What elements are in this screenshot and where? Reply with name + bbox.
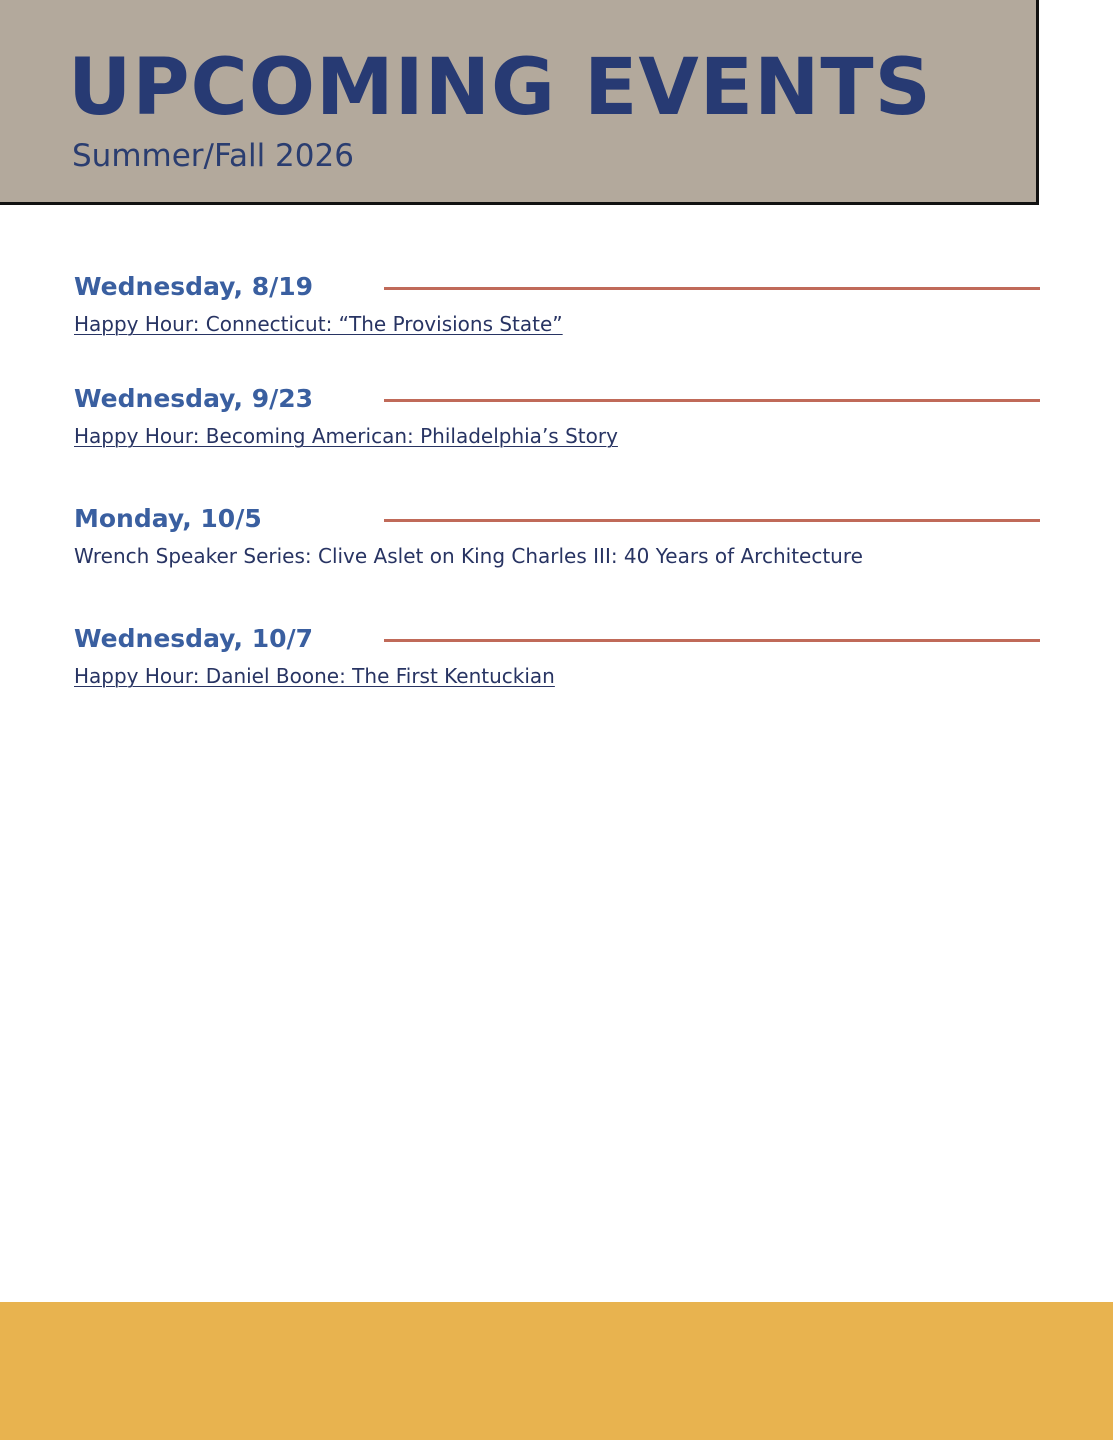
event-divider: [384, 519, 1040, 522]
event-item: [74, 503, 1040, 583]
event-divider: [384, 399, 1040, 402]
page-title: UPCOMING EVENTS: [68, 43, 932, 133]
page-subtitle: Summer/Fall 2026: [72, 138, 354, 174]
event-date: Wednesday, 9/23: [74, 384, 314, 413]
event-date: Wednesday, 10/7: [74, 624, 314, 653]
event-title-link[interactable]: Happy Hour: Becoming American: Philadelphia’s Story: [74, 424, 618, 448]
event-item: [74, 271, 1040, 351]
event-title-link[interactable]: Happy Hour: Connecticut: “The Provisions State”: [74, 312, 563, 336]
event-divider: [384, 639, 1040, 642]
event-date: Wednesday, 8/19: [74, 272, 314, 301]
event-title-link[interactable]: Happy Hour: Daniel Boone: The First Kentuckian: [74, 664, 555, 688]
event-item: [74, 383, 1040, 463]
event-date: Monday, 10/5: [74, 504, 262, 533]
event-divider: [384, 287, 1040, 290]
header-panel: [0, 0, 1039, 205]
event-title: Wrench Speaker Series: Clive Aslet on King Charles III: 40 Years of Architecture: [74, 544, 863, 568]
footer-band: [0, 1302, 1113, 1440]
event-item: [74, 623, 1040, 703]
